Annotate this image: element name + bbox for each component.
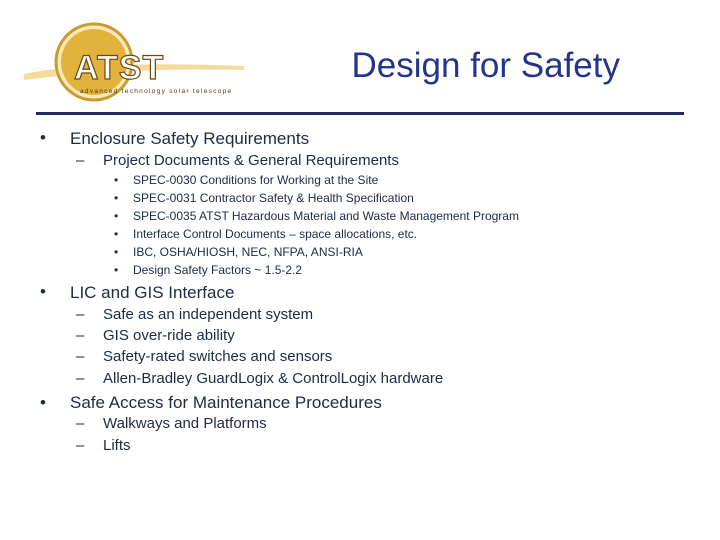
dash-marker: –	[76, 370, 85, 387]
bullet-marker: •	[40, 282, 46, 301]
dash-marker: –	[76, 152, 85, 169]
item-bullet: •	[114, 227, 119, 241]
list-item: Safe as an independent system	[103, 306, 314, 323]
dash-marker: –	[76, 415, 85, 432]
list-item: Allen-Bradley GuardLogix & ControlLogix hardware	[103, 370, 444, 387]
dash-marker: –	[76, 348, 85, 365]
list-item: Safety-rated switches and sensors	[103, 348, 333, 365]
section-heading: LIC and GIS Interface	[70, 283, 235, 302]
list-item: Lifts	[103, 437, 131, 454]
section-heading: Enclosure Safety Requirements	[70, 129, 310, 148]
atst-logo	[22, 22, 247, 104]
list-item: Interface Control Documents – space allocations, etc.	[133, 227, 418, 241]
item-bullet: •	[114, 209, 119, 223]
dash-marker: –	[76, 327, 85, 344]
list-item: SPEC-0031 Contractor Safety & Health Specification	[133, 191, 414, 205]
svg-text:advanced technology solar tele: advanced technology solar telescope	[80, 88, 233, 95]
list-item: Walkways and Platforms	[103, 415, 267, 432]
dash-marker: –	[76, 437, 85, 454]
section-heading: Safe Access for Maintenance Procedures	[70, 393, 382, 412]
bullet-marker: •	[40, 393, 46, 412]
list-item: GIS over-ride ability	[103, 327, 235, 344]
item-bullet: •	[114, 245, 119, 259]
subsection-heading: Project Documents & General Requirements	[103, 152, 399, 169]
list-item: SPEC-0035 ATST Hazardous Material and Waste Management Program	[133, 209, 519, 223]
list-item: SPEC-0030 Conditions for Working at the Site	[133, 173, 379, 187]
list-item: IBC, OSHA/HIOSH, NEC, NFPA, ANSI-RIA	[133, 245, 363, 259]
item-bullet: •	[114, 191, 119, 205]
svg-text:ATST: ATST	[74, 49, 165, 87]
bullet-marker: •	[40, 128, 46, 147]
item-bullet: •	[114, 173, 119, 187]
item-bullet: •	[114, 263, 119, 277]
list-item: Design Safety Factors ~ 1.5-2.2	[133, 263, 303, 277]
dash-marker: –	[76, 306, 85, 323]
page-title: Design for Safety	[351, 46, 620, 85]
title-divider	[36, 112, 684, 115]
